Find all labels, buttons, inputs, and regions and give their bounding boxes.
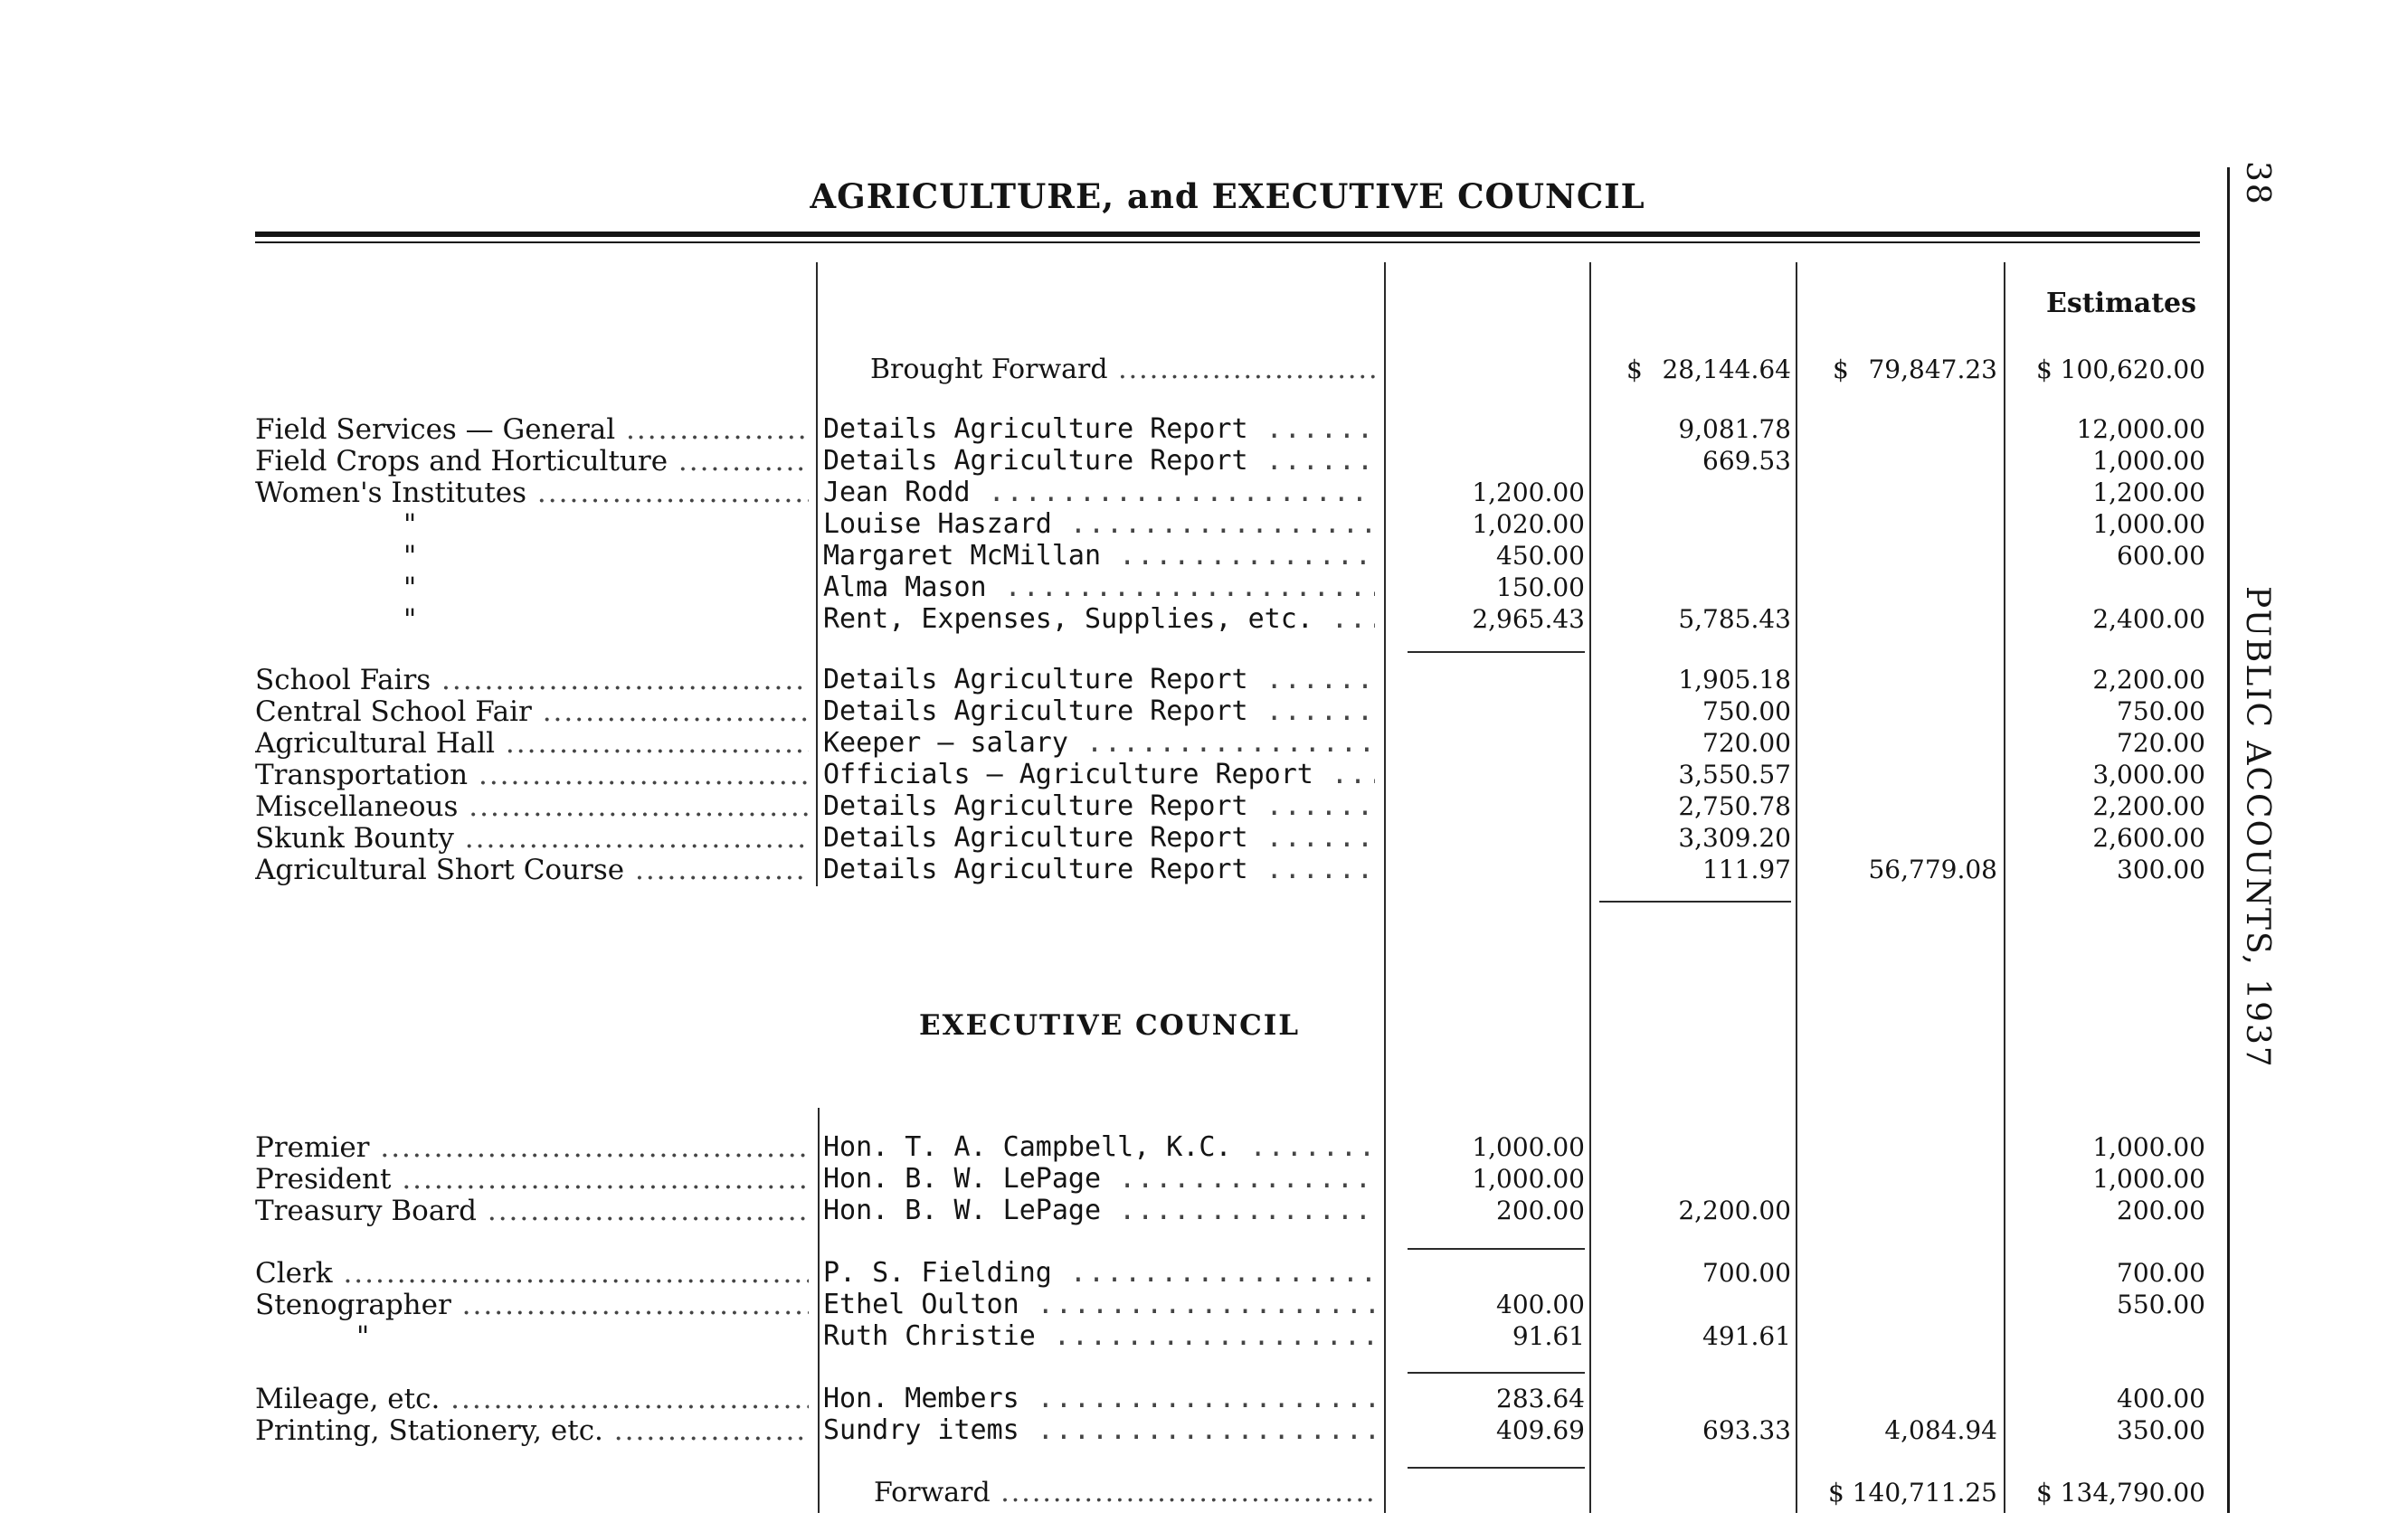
item-label: Miscellaneous ..... bbox=[255, 791, 809, 822]
table-row bbox=[0, 1321, 2227, 1352]
item-label: School Fairs ..... bbox=[255, 665, 809, 695]
item-description: Ruth Christie ..... bbox=[823, 1321, 1375, 1352]
item-label: Premier ..... bbox=[255, 1132, 809, 1163]
item-description: Details Agriculture Report ..... bbox=[823, 665, 1375, 695]
title-rule-thin bbox=[255, 241, 2200, 243]
forward-label: Forward ..... bbox=[823, 1478, 1375, 1508]
table-row bbox=[0, 509, 2227, 540]
amount: 9,081.78 bbox=[1678, 414, 1791, 444]
ditto-mark: " bbox=[403, 509, 417, 540]
currency-symbol: $ bbox=[1833, 355, 1849, 384]
item-label: Agricultural Hall ..... bbox=[255, 728, 809, 759]
table-row bbox=[0, 1258, 2227, 1289]
item-description: Margaret McMillan ..... bbox=[823, 541, 1375, 572]
item-description: Hon. B. W. LePage ..... bbox=[823, 1164, 1375, 1195]
amount: 693.33 bbox=[1702, 1415, 1791, 1445]
ditto-mark: " bbox=[356, 1321, 370, 1352]
amount: 200.00 bbox=[2117, 1196, 2205, 1225]
amount: 1,000.00 bbox=[1472, 1164, 1585, 1194]
item-description: Details Agriculture Report ..... bbox=[823, 791, 1375, 822]
item-description: Hon. T. A. Campbell, K.C. ..... bbox=[823, 1132, 1375, 1163]
amount: 669.53 bbox=[1702, 446, 1791, 476]
amount: 28,144.64 bbox=[1662, 355, 1791, 384]
amount: 700.00 bbox=[1702, 1258, 1791, 1288]
title-rule-thick bbox=[255, 232, 2200, 237]
table-row bbox=[0, 760, 2227, 790]
table-row bbox=[0, 823, 2227, 854]
amount: 5,785.43 bbox=[1678, 604, 1791, 634]
amount: 400.00 bbox=[1496, 1290, 1585, 1319]
amount: 2,750.78 bbox=[1678, 791, 1791, 821]
item-description: Hon. B. W. LePage ..... bbox=[823, 1196, 1375, 1226]
item-label: Skunk Bounty ..... bbox=[255, 823, 809, 854]
amount: 1,200.00 bbox=[2092, 477, 2205, 507]
item-label: Treasury Board ..... bbox=[255, 1196, 809, 1226]
amount: 450.00 bbox=[1496, 541, 1585, 571]
table-row bbox=[0, 696, 2227, 727]
currency-symbol: $ bbox=[1626, 355, 1643, 384]
item-description: Rent, Expenses, Supplies, etc. ..... bbox=[823, 604, 1375, 635]
table-row bbox=[0, 1290, 2227, 1320]
amount: 700.00 bbox=[2117, 1258, 2205, 1288]
amount: 79,847.23 bbox=[1868, 355, 1997, 384]
amount: 720.00 bbox=[1702, 728, 1791, 758]
table-row bbox=[0, 541, 2227, 572]
amount: 56,779.08 bbox=[1868, 855, 1997, 884]
amount: 720.00 bbox=[2117, 728, 2205, 758]
table-row bbox=[0, 665, 2227, 695]
amount: 2,965.43 bbox=[1472, 604, 1585, 634]
amount: 750.00 bbox=[2117, 696, 2205, 726]
item-label: President ..... bbox=[255, 1164, 809, 1195]
item-label: Transportation ..... bbox=[255, 760, 809, 790]
amount: 600.00 bbox=[2117, 541, 2205, 571]
amount: 1,000.00 bbox=[2092, 446, 2205, 476]
amount: 491.61 bbox=[1702, 1321, 1791, 1351]
amount: 350.00 bbox=[2117, 1415, 2205, 1445]
subtotal-rule bbox=[1408, 1372, 1585, 1374]
table-row bbox=[0, 1196, 2227, 1226]
amount: 1,000.00 bbox=[2092, 1164, 2205, 1194]
amount: 1,905.18 bbox=[1678, 665, 1791, 695]
item-description: Hon. Members ..... bbox=[823, 1384, 1375, 1414]
amount: 111.97 bbox=[1702, 855, 1791, 884]
table-row bbox=[0, 446, 2227, 477]
item-label: Central School Fair ..... bbox=[255, 696, 809, 727]
section-heading: EXECUTIVE COUNCIL bbox=[919, 1009, 1301, 1042]
amount: 3,309.20 bbox=[1678, 823, 1791, 853]
table-row bbox=[0, 1132, 2227, 1163]
amount: 750.00 bbox=[1702, 696, 1791, 726]
amount: 2,200.00 bbox=[2092, 791, 2205, 821]
item-label: Agricultural Short Course ..... bbox=[255, 855, 809, 885]
item-label: Field Services — General ..... bbox=[255, 414, 809, 445]
amount: 3,000.00 bbox=[2092, 760, 2205, 789]
amount: 3,550.57 bbox=[1678, 760, 1791, 789]
amount: 550.00 bbox=[2117, 1290, 2205, 1319]
brought-forward-row bbox=[0, 355, 2227, 385]
item-description: Jean Rodd ..... bbox=[823, 477, 1375, 508]
amount: 409.69 bbox=[1496, 1415, 1585, 1445]
amount: 1,000.00 bbox=[1472, 1132, 1585, 1162]
ditto-mark: " bbox=[403, 604, 417, 635]
amount: 2,600.00 bbox=[2092, 823, 2205, 853]
amount: $ 134,790.00 bbox=[2035, 1478, 2205, 1508]
table-row bbox=[0, 855, 2227, 885]
table-row bbox=[0, 1415, 2227, 1446]
subtotal-rule bbox=[1408, 1467, 1585, 1469]
amount: 150.00 bbox=[1496, 572, 1585, 602]
amount: 283.64 bbox=[1496, 1384, 1585, 1413]
amount: 2,200.00 bbox=[1678, 1196, 1791, 1225]
ditto-mark: " bbox=[403, 541, 417, 572]
subtotal-rule bbox=[1408, 1248, 1585, 1250]
amount: 12,000.00 bbox=[2076, 414, 2205, 444]
amount: 2,200.00 bbox=[2092, 665, 2205, 695]
item-label: Women's Institutes ..... bbox=[255, 477, 809, 508]
item-description: Details Agriculture Report ..... bbox=[823, 446, 1375, 477]
table-row bbox=[0, 572, 2227, 603]
amount: 1,020.00 bbox=[1472, 509, 1585, 539]
item-description: Louise Haszard ..... bbox=[823, 509, 1375, 540]
page-edge-line bbox=[2227, 167, 2230, 1513]
item-label: Stenographer ..... bbox=[255, 1290, 809, 1320]
table-row bbox=[0, 728, 2227, 759]
amount: 2,400.00 bbox=[2092, 604, 2205, 634]
item-label: Mileage, etc. ..... bbox=[255, 1384, 809, 1414]
subtotal-rule bbox=[1599, 901, 1791, 903]
amount: 1,000.00 bbox=[2092, 1132, 2205, 1162]
table-row bbox=[0, 791, 2227, 822]
amount: 1,200.00 bbox=[1472, 477, 1585, 507]
page-number: 38 bbox=[2239, 161, 2276, 206]
item-description: Officials — Agriculture Report ..... bbox=[823, 760, 1375, 790]
item-description: Details Agriculture Report ..... bbox=[823, 855, 1375, 885]
brought-forward-label: Brought Forward ..... bbox=[823, 355, 1375, 385]
amount: 400.00 bbox=[2117, 1384, 2205, 1413]
table-row bbox=[0, 1164, 2227, 1195]
amount: $ 140,711.25 bbox=[1827, 1478, 1997, 1508]
item-description: Sundry items ..... bbox=[823, 1415, 1375, 1446]
subtotal-rule bbox=[1408, 651, 1585, 653]
table-row bbox=[0, 414, 2227, 445]
item-description: Details Agriculture Report ..... bbox=[823, 696, 1375, 727]
side-title: PUBLIC ACCOUNTS, 1937 bbox=[2239, 586, 2276, 1069]
amount: 91.61 bbox=[1512, 1321, 1585, 1351]
table-row bbox=[0, 477, 2227, 508]
item-description: Details Agriculture Report ..... bbox=[823, 414, 1375, 445]
amount: 300.00 bbox=[2117, 855, 2205, 884]
ditto-mark: " bbox=[403, 572, 417, 603]
amount: $ 100,620.00 bbox=[2035, 355, 2205, 384]
amount: 4,084.94 bbox=[1884, 1415, 1997, 1445]
item-description: Keeper — salary ..... bbox=[823, 728, 1375, 759]
amount: 200.00 bbox=[1496, 1196, 1585, 1225]
item-label: Printing, Stationery, etc. ..... bbox=[255, 1415, 809, 1446]
page-title: AGRICULTURE, and EXECUTIVE COUNCIL bbox=[810, 176, 1645, 216]
table-row bbox=[0, 604, 2227, 635]
item-description: Ethel Oulton ..... bbox=[823, 1290, 1375, 1320]
table-row bbox=[0, 1384, 2227, 1414]
amount: 1,000.00 bbox=[2092, 509, 2205, 539]
item-description: Details Agriculture Report ..... bbox=[823, 823, 1375, 854]
item-description: Alma Mason ..... bbox=[823, 572, 1375, 603]
item-label: Clerk ..... bbox=[255, 1258, 809, 1289]
item-description: P. S. Fielding ..... bbox=[823, 1258, 1375, 1289]
item-label: Field Crops and Horticulture ..... bbox=[255, 446, 809, 477]
estimates-header: Estimates bbox=[2046, 288, 2197, 319]
forward-row bbox=[0, 1478, 2227, 1508]
